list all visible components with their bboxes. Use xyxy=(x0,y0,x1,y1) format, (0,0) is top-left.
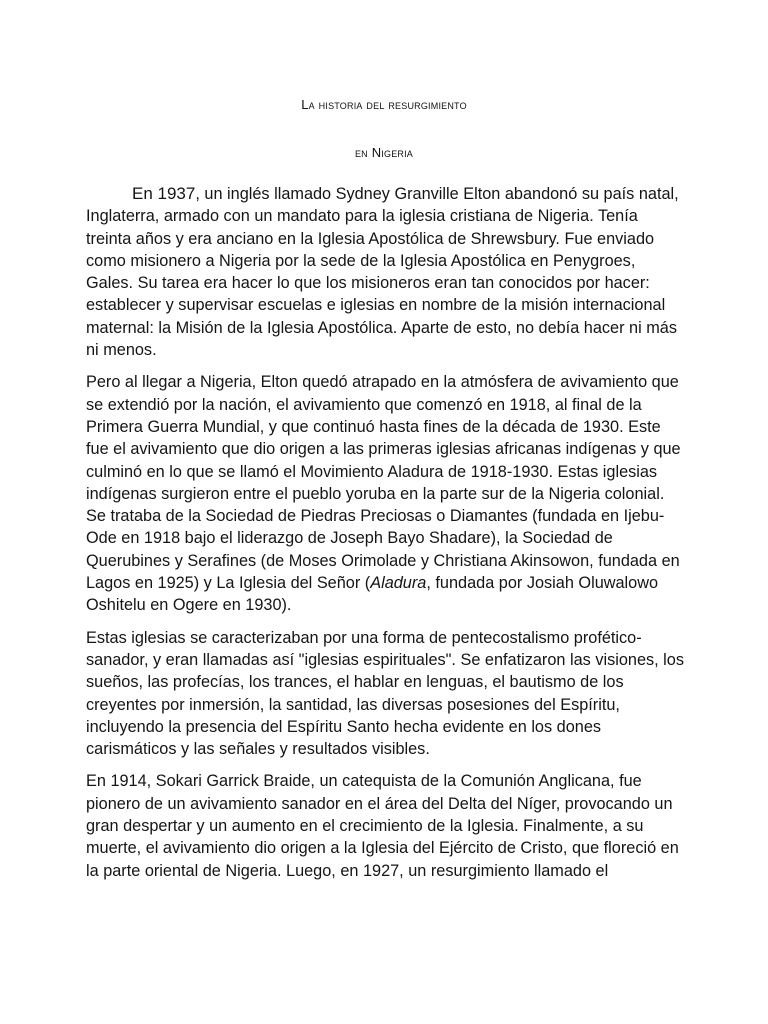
document-title-line-1: La historia del resurgimiento xyxy=(301,97,467,112)
paragraph-2-text-b: , fundada por Josiah Oluwalowo Oshitelu en Ogere en 1930). xyxy=(86,574,659,615)
document-title-line-2: en Nigeria xyxy=(354,145,413,160)
paragraph-1-lead: En 1937 xyxy=(132,184,196,203)
paragraph-2-text-a: Pero al llegar a Nigeria, Elton quedó atrapado en la atmósfera de avivamiento que se extendió por la nación, el avivamiento que comenzó en 1918, al final de la Primera Guerra Mundial, y que continuó hasta fines de la década de 1930. Este fue el avivamiento que dio origen a las primeras iglesias africanas indígenas y que culminó en lo que se llamó el Movimiento Aladura de 1918-1930. Estas iglesias indígenas surgieron entre el pueblo yoruba en la parte sur de la Nigeria colonial. Se trataba de la Sociedad de Piedras Preciosas o Diamantes (fundada en Ijebu-Ode en 1918 bajo el liderazgo de Joseph Bayo Shadare), la Sociedad de Querubines y Serafines (de Moses Orimolade y Christiana Akinsowon, fundada en Lagos en 1925) y La Iglesia del Señor ( xyxy=(86,373,681,593)
document-body xyxy=(86,183,684,892)
paragraph-4: En 1914, Sokari Garrick Braide, un catequista de la Comunión Anglicana, fue pionero de un avivamiento sanador en el área del Delta del Níger, provocando un gran despertar y un aumento en el crecimiento de la Iglesia. Finalmente, a su muerte, el avivamiento dio origen a la Iglesia del Ejército de Cristo, que floreció en la parte oriental de Nigeria. Luego, en 1927, un resurgimiento llamado el xyxy=(86,772,679,880)
paragraph-2 xyxy=(86,371,684,616)
paragraph-1 xyxy=(86,183,684,361)
paragraph-1-text: , un inglés llamado Sydney Granville Elton abandonó su país natal, Inglaterra, armado con un mandato para la iglesia cristiana de Nigeria. Tenía treinta años y era anciano en la Iglesia Apostólica de Shrewsbury. Fue enviado como misionero a Nigeria por la sede de la Iglesia Apostólica en Penygroes, Gales. Su tarea era hacer lo que los misioneros eran tan conocidos por hacer: establecer y supervisar escuelas e iglesias en nombre de la misión internacional maternal: la Misión de la Iglesia Apostólica. Aparte de esto, no debía hacer ni más ni menos. xyxy=(86,185,679,360)
paragraph-2-italic: Aladura xyxy=(370,574,427,593)
paragraph-3: Estas iglesias se caracterizaban por una forma de pentecostalismo profético-sanador, y eran llamadas así "iglesias espirituales". Se enfatizaron las visiones, los sueños, las profecías, los trances, el hablar en lenguas, el bautismo de los creyentes por inmersión, la santidad, las diversas posesiones del Espíritu, incluyendo la presencia del Espíritu Santo hecha evidente en los dones carismáticos y las señales y resultados visibles. xyxy=(86,628,684,759)
